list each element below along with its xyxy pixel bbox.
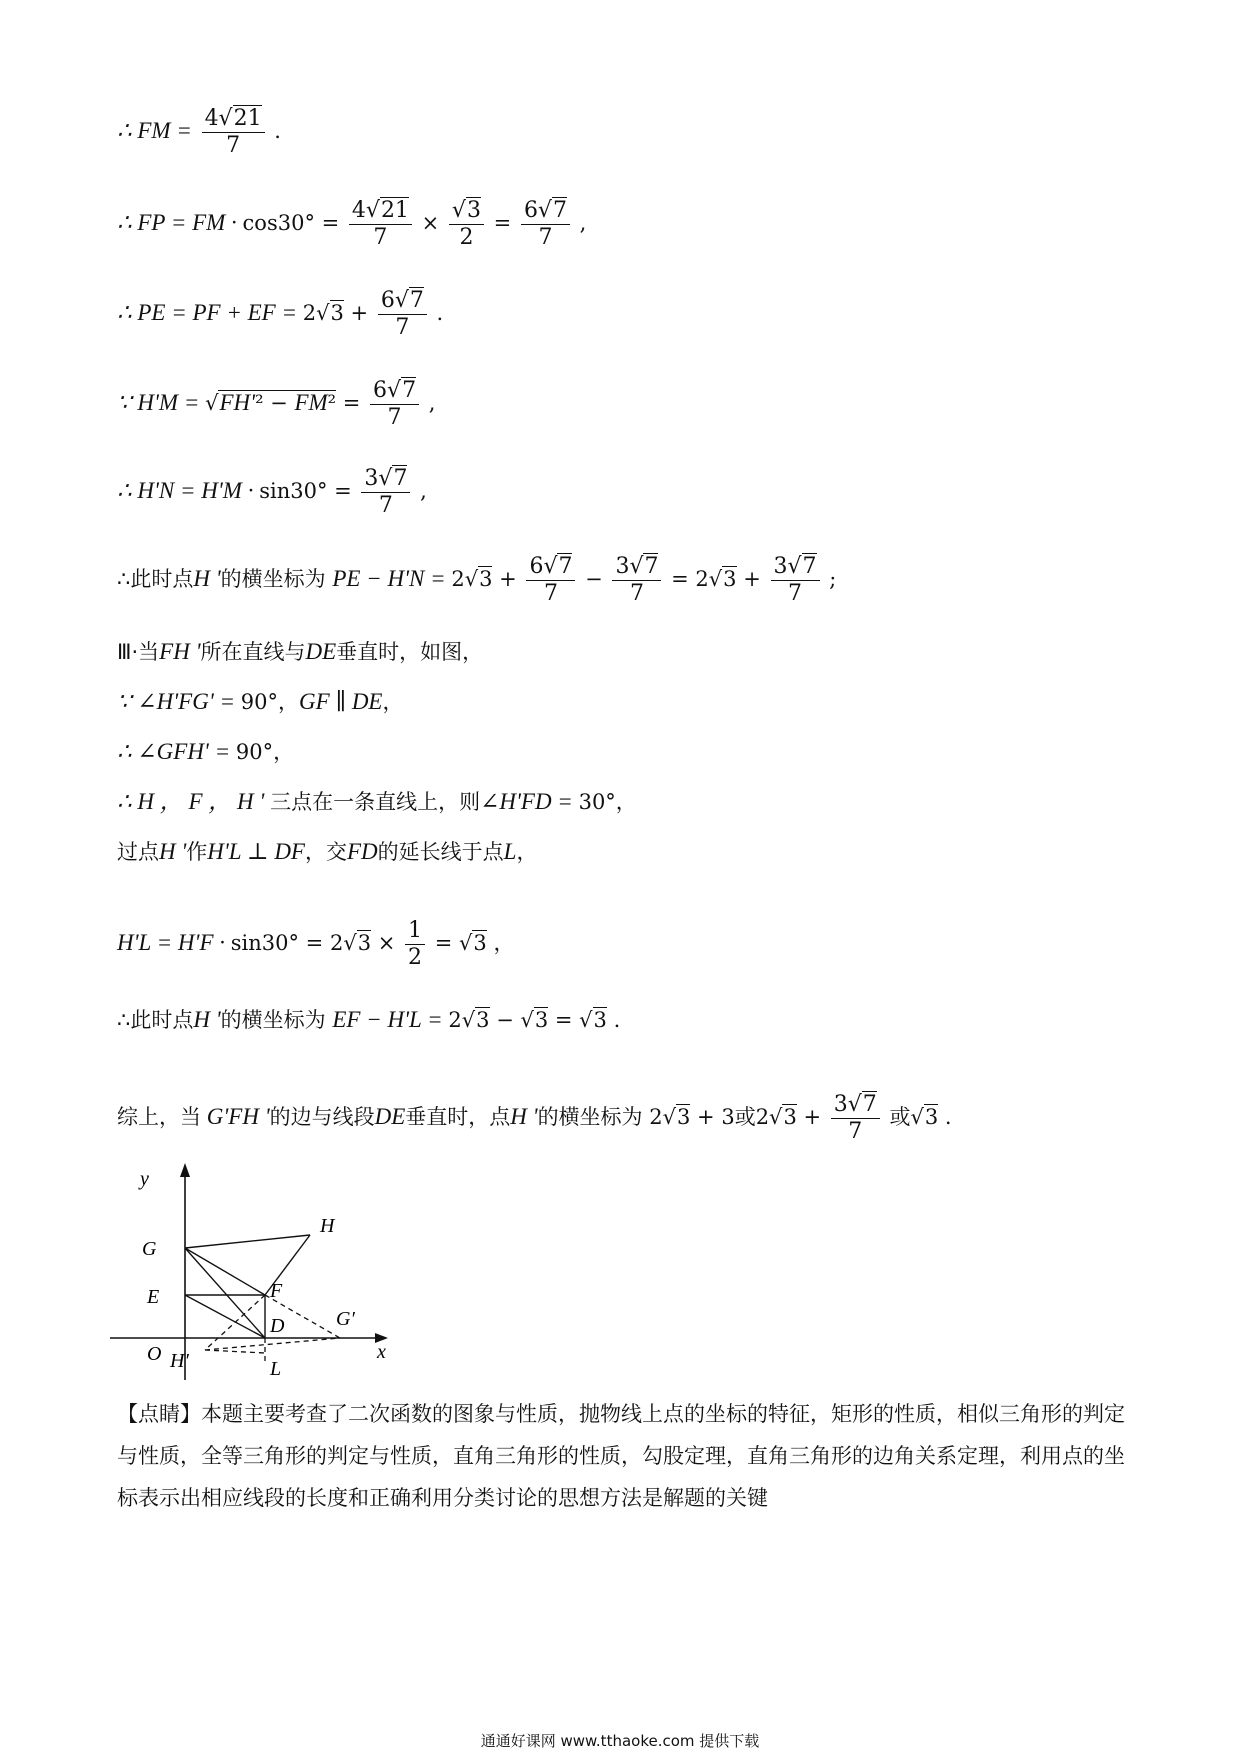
- label-e: E: [147, 1286, 160, 1308]
- segment-gh: [185, 1235, 310, 1248]
- summary: 综上，当 G'FH '的边与线段DE垂直时，点H '的横坐标为 2√3 + 3或2√3 + $\frac{3√7}{7}$ 或√3 .: [117, 1092, 952, 1144]
- step-angle-hfg: ∵ ∠H'FG' = 90°，GF ∥ DE，: [117, 689, 404, 714]
- segment-gf: [185, 1248, 265, 1295]
- case-three-heading: Ⅲ·当FH '所在直线与DE垂直时，如图，: [117, 639, 484, 664]
- label-f: F: [270, 1280, 283, 1302]
- note-text: 本题主要考查了二次函数的图象与性质，抛物线上点的坐标的特征，矩形的性质，相似三角形的判定与性质，全等三角形的判定与性质，直角三角形的性质，勾股定理，直角三角形的边角关系定理，利用点的坐标表示出相应线段的长度和正确利用分类讨论的思想方法是解题的关键: [117, 1402, 1125, 1510]
- step-collinear: ∴ H ， F ， H ' 三点在一条直线上，则∠H'FD = 30°，: [117, 789, 637, 814]
- step-hl: H'L = H'F · sin30° = 2√3 × $\frac{1}{2}$ = √3 ，: [117, 918, 515, 970]
- step-h-abscissa-3: ∴此时点H '的横坐标为 EF − H'L = 2√3 − √3 = √3 .: [117, 1007, 621, 1032]
- label-l: L: [270, 1358, 282, 1380]
- label-h: H: [320, 1215, 335, 1237]
- geometry-figure: [110, 1155, 390, 1385]
- label-d: D: [270, 1315, 285, 1337]
- step-hm: ∵ H'M = √FH'² − FM² = $\frac{6√7}{7}$ ,: [117, 378, 436, 430]
- step-angle-gfh: ∴ ∠GFH' = 90°，: [117, 739, 295, 764]
- label-x: x: [377, 1341, 386, 1363]
- label-g-prime: G′: [336, 1308, 355, 1330]
- step-fp: ∴ FP = FM · cos30° = $\frac{4√21}{7}$ × $\frac{√3}{2}$ = $\frac{6√7}{7}$ ,: [117, 198, 587, 250]
- step-fm: ∴ FM = $\frac{4√21}{7}$ .: [117, 106, 281, 158]
- segment-h2g2: [205, 1338, 340, 1350]
- key-point-note: [117, 1393, 1127, 1519]
- label-y: y: [140, 1168, 149, 1190]
- step-perpendicular: 过点H '作H'L ⊥ DF，交FD的延长线于点L，: [117, 839, 538, 864]
- step-hn: ∴ H'N = H'M · sin30° = $\frac{3√7}{7}$ ,: [117, 466, 427, 518]
- label-o: O: [147, 1343, 162, 1365]
- label-g: G: [142, 1238, 157, 1260]
- step-pe: ∴ PE = PF + EF = 2√3 + $\frac{6√7}{7}$ .: [117, 288, 444, 340]
- y-axis-arrow: [180, 1163, 190, 1177]
- label-h-prime: H′: [170, 1350, 189, 1372]
- step-h-abscissa-2: ∴此时点H '的横坐标为 PE − H'N = 2√3 + $\frac{6√7}{7}$ − $\frac{3√7}{7}$ = 2√3 + $\frac{3√7}{7}$ ;: [117, 554, 837, 606]
- note-tag: 【点睛】: [117, 1402, 201, 1426]
- segment-h2l: [205, 1350, 265, 1353]
- segment-gd: [185, 1248, 265, 1338]
- page-footer: 通通好课网 www.tthaoke.com 提供下载: [480, 1732, 760, 1750]
